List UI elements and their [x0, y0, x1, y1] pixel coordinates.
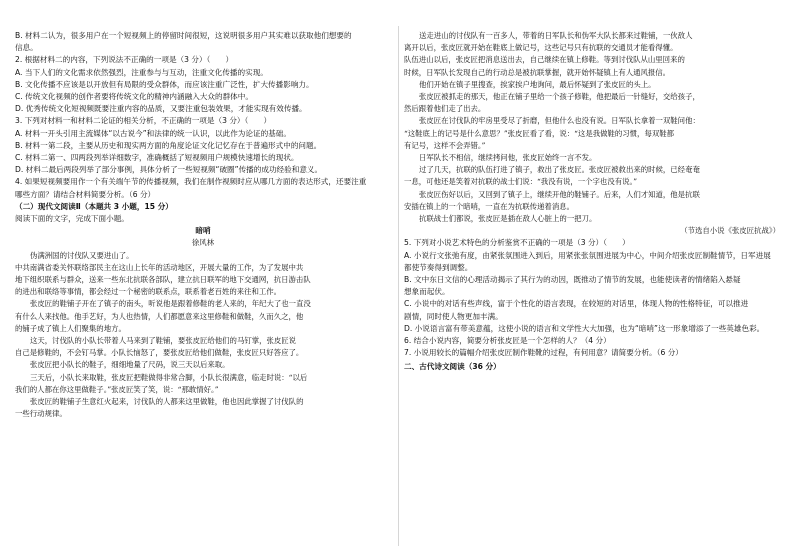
text-line: D. 材料二最后两段列举了部分事例，具体分析了一些短视频“破圈”传播的成功经验和意义。: [15, 165, 323, 175]
text-line: 哪些方面？请结合材料简要分析。（6 分）: [15, 189, 156, 199]
text-line: 2. 根据材料二的内容，下列说法不正确的一项是（3 分）（ ）: [15, 55, 234, 65]
text-line: 他们开始在镇子里搜查，挨家挨户地询问，最后怀疑到了张皮匠的头上。: [419, 79, 656, 89]
text-line: 自己是修鞋的，不会钉马掌。小队长恼怒了，要张皮匠给他们做鞋，张皮匠只好答应了。: [15, 348, 304, 358]
text-line: A. 材料一开头引用主流媒体“以古说今”和法律的统一认识，以此作为论证的基础。: [15, 128, 291, 138]
instruction-text: 阅读下面的文字，完成下面小题。: [15, 214, 129, 224]
text-line: D. 小说语言富有带美意蕴，这使小说的语言和文学性大大加强，也为“暗哨”这一形象增添了一些英雄色彩。: [404, 323, 765, 333]
text-line: 张皮匠被抓走的那天，他正在铺子里给一个孩子修鞋，他把最后一针缝好，交给孩子，: [419, 92, 700, 102]
text-line: 一息，可他还是笑着对抗联的战士们说：“我没有说，一个字也没有说。”: [404, 177, 637, 187]
left-column: [15, 0, 391, 549]
text-line: B. 材料一第二段，主要从历史和现实两方面的角度论证文化记忆存在于普遍形式中的问题。: [15, 140, 322, 150]
text-line: 离开以后，张皮匠就开始在鞋底上做记号，这些记号只有抗联的交通员才能看得懂。: [404, 43, 678, 53]
text-line: 4. 如果短视频要用作一个有关端午节的传播视频，我们在制作视频时应从哪几方面的表达形式，还要注重: [15, 177, 367, 187]
text-line: 张皮匠把小队长的鞋子，细细地量了尺码，说三天以后来取。: [30, 360, 230, 370]
reading-questions-block: [15, 30, 391, 201]
text-line: 都使节奏得到调整。: [404, 262, 473, 272]
text-line: 的铺子成了镇上人们聚集的地方。: [15, 323, 126, 333]
next-section-heading: 二、古代诗文阅读（36 分）: [404, 362, 501, 372]
text-line: 安插在镇上的一个暗哨，一直在为抗联传递着消息。: [404, 201, 574, 211]
text-line: 日军队长不相信，继续拷问他，张皮匠始终一言不发。: [419, 153, 597, 163]
text-line: “这鞋底上的记号是什么意思？”张皮匠看了看，说：“这是我做鞋的习惯，每双鞋都: [404, 128, 675, 138]
text-line: 信息。: [15, 43, 38, 53]
story-title: 暗哨: [195, 226, 211, 236]
text-line: 队伍进山以后，张皮匠把消息送出去，自己继续在镇上修鞋。等到讨伐队从山里回来的: [404, 55, 685, 65]
text-line: 送走进山的讨伐队有一百多人，带着的日军队长和伪军大队长都来过鞋铺，一伙敌人: [419, 31, 693, 40]
text-line: C. 传统文化视频的创作者要将传统文化的精神内涵融入大众的群体中。: [15, 92, 253, 102]
story-source: （节选自小说《张皮匠抗战》）: [680, 226, 780, 236]
section-heading: （二）现代文阅读Ⅱ（本题共 3 小题，15 分）: [15, 201, 173, 211]
text-line: 的进出和联络等事情，都会经过一个秘密的联系点，联系着老百姓的来往和工作。: [15, 287, 282, 297]
story-text-right: [404, 30, 780, 225]
column-divider: [398, 26, 399, 546]
text-line: 伪满洲国的讨伐队又要进山了。: [30, 250, 134, 260]
text-line: 7. 小说用较长的篇幅介绍张皮匠制作鞋靴的过程，有何用意？请简要分析。（6 分）: [404, 348, 683, 358]
text-line: 3. 下列对材料一和材料二论证的相关分析，不正确的一项是（3 分）（ ）: [15, 116, 272, 126]
text-line: 张皮匠的鞋铺子开在了镇子的南头，听说他是跟着修鞋的老人来的，年纪大了也一直没: [30, 299, 311, 309]
text-line: 三天后，小队长来取鞋，张皮匠把鞋做得非常合脚，小队长很满意，临走时说：“以后: [30, 372, 308, 382]
text-line: 5. 下列对小说艺术特色的分析鉴赏不正确的一项是（3 分）（ ）: [404, 238, 630, 248]
text-line: A. 当下人们的文化需求依然强烈，注重参与与互动，注重文化传播的实现。: [15, 67, 268, 77]
text-line: A. 小说行文张弛有度，由紧张氛围进入到后，用紧张张氛围进展为中心，中间介绍张皮匠制鞋情节，日军进展: [404, 250, 771, 260]
text-line: C. 小说中的对话有些声线，富于个性化的语言表现，在较短的对话里，体现人物的性格特征，可以推进: [404, 299, 749, 309]
story-questions: [404, 237, 780, 359]
text-line: 一些行动规律。: [15, 409, 67, 419]
story-author: 徐风林: [191, 238, 215, 248]
text-line: 剧情，同时使人物更加丰满。: [404, 311, 503, 321]
text-line: C. 材料二第一、四两段列举详细数字，准确概括了短视频用户规模快速增长的现状。: [15, 153, 299, 163]
text-line: 中共南满省委关怀联络部民主在这山上长年的活动地区，开展大量的工作，为了发展中共: [15, 262, 304, 272]
text-line: 过了几天，抗联的队伍打进了镇子，救出了张皮匠。张皮匠被救出来的时候，已经奄奄: [419, 165, 700, 175]
text-line: 想象而起伏。: [404, 287, 450, 297]
text-line: 张皮匠伤好以后，又回到了镇子上，继续开他的鞋铺子。后来，人们才知道，他是抗联: [419, 189, 700, 199]
text-line: 地下组织联系与群众，送来一些东北抗联各部队，建立抗日联军的地下交通网，抗日游击队: [15, 275, 311, 285]
text-line: 然后跟着他们走了出去。: [404, 104, 486, 114]
text-line: 有什么人来找他。他手艺好，为人也热情，人们都愿意来这里修鞋和做鞋，久而久之，他: [15, 311, 304, 321]
text-line: B. 文中东日文信的心理活动揭示了其行为的动因，既推动了情节的发展，也能使读者的情绪陷入悬疑: [404, 275, 741, 285]
text-line: 时候，日军队长发现自己的行动总是被抗联掌握，就开始怀疑镇上有人通风报信。: [404, 67, 671, 77]
text-line: B. 材料二认为，很多用户在一个短视频上的停留时间很短，这说明很多用户其实难以获取他们想要的: [15, 31, 352, 40]
text-line: D. 优秀传统文化短视频既要注重内容的品质，又要注重包装效果，才能实现有效传播。: [15, 104, 307, 114]
text-line: 抗联战士们都说，张皮匠是插在敌人心脏上的一把刀。: [419, 214, 597, 224]
text-line: 有记号，这样不会弄错。”: [404, 140, 486, 150]
text-line: B. 文化传播不应该是以开放但有局限的受众群体，而应该注重广泛性，扩大传播影响力。: [15, 79, 314, 89]
text-line: 这天，讨伐队的小队长带着人马来到了鞋铺，要张皮匠给他们的马钉掌，张皮匠说: [30, 336, 297, 346]
right-column: [404, 0, 780, 549]
text-line: 张皮匠在讨伐队的牢房里受尽了折磨，但他什么也没有说。日军队长拿着一双鞋问他：: [419, 116, 700, 126]
story-text-left: [15, 250, 391, 421]
text-line: 我们的人都在你这里做鞋子。”张皮匠笑了笑，说：“那敢情好。”: [15, 384, 219, 394]
text-line: 张皮匠的鞋铺子生意红火起来，讨伐队的人都来这里做鞋，他也因此掌握了讨伐队的: [30, 397, 304, 407]
text-line: 6. 结合小说内容，简要分析张皮匠是一个怎样的人？（4 分）: [404, 336, 611, 346]
